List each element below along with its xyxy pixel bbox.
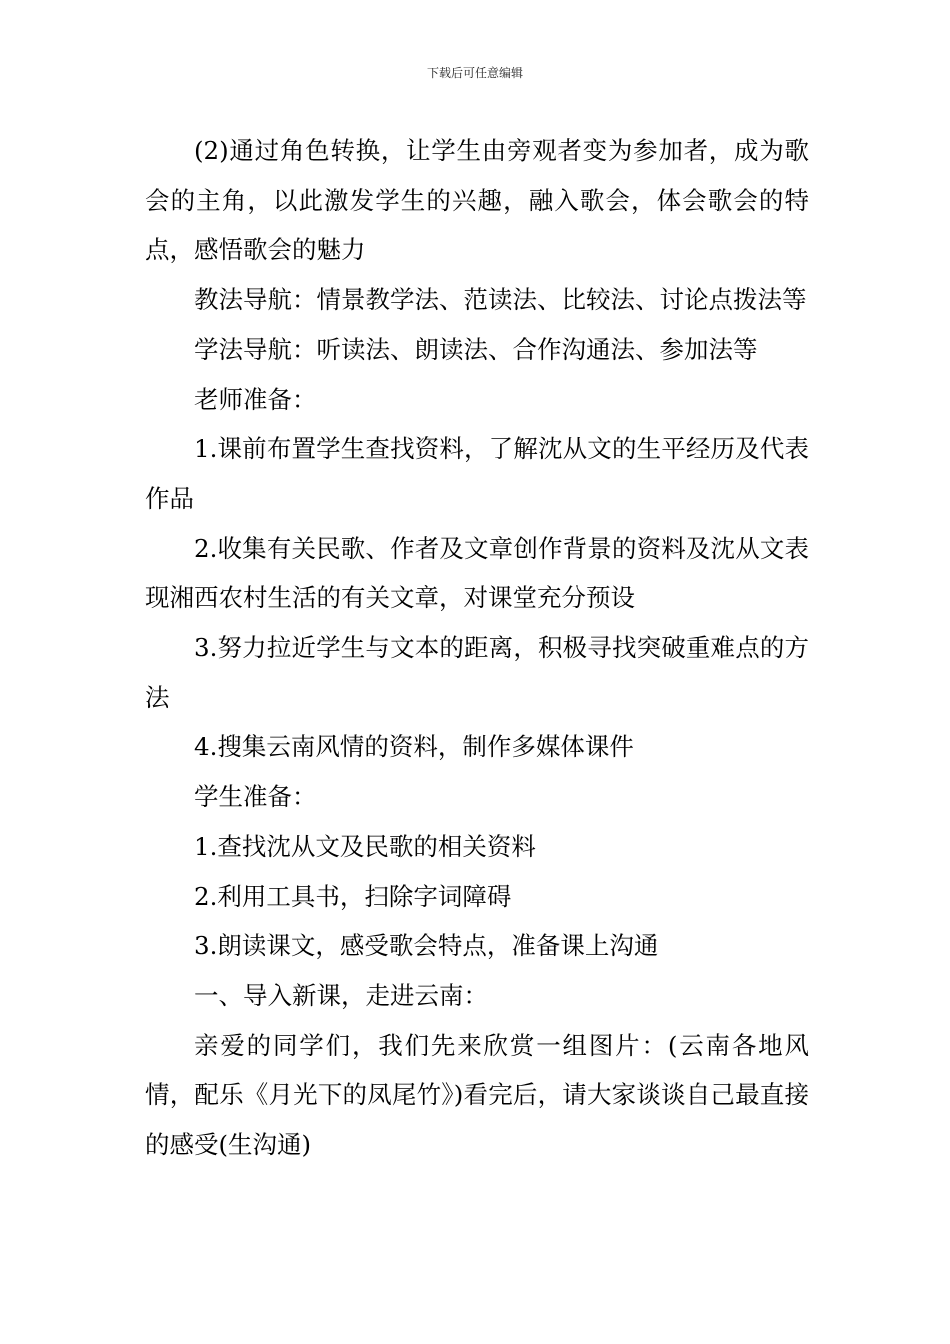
paragraph-teacher-prep-1: 1.课前布置学生查找资料，了解沈从文的生平经历及代表作品: [145, 434, 809, 513]
paragraph-role-switch: (2)通过角色转换，让学生由旁观者变为参加者，成为歌会的主角，以此激发学生的兴趣，融入歌会，体会歌会的特点，感悟歌会的魅力: [145, 136, 809, 265]
paragraph-student-prep-2: 2.利用工具书，扫除字词障碍: [194, 881, 512, 911]
header-note: 下载后可任意编辑: [426, 66, 523, 80]
paragraph-teacher-prep-4: 4.搜集云南风情的资料，制作多媒体课件: [194, 732, 634, 762]
paragraph-student-prep-1: 1.查找沈从文及民歌的相关资料: [194, 831, 536, 861]
paragraph-teaching-methods: 教法导航：情景教学法、范读法、比较法、讨论点拨法等: [194, 285, 807, 315]
paragraph-introduction: 亲爱的同学们，我们先来欣赏一组图片：(云南各地风情，配乐《月光下的凤尾竹》)看完后，请大家谈谈自己最直接的感受(生沟通): [145, 1030, 809, 1160]
paragraph-learning-methods: 学法导航：听读法、朗读法、合作沟通法、参加法等: [194, 334, 758, 364]
paragraph-student-prep-heading: 学生准备：: [194, 782, 317, 812]
paragraph-student-prep-3: 3.朗读课文，感受歌会特点，准备课上沟通: [194, 931, 659, 961]
paragraph-section-one-heading: 一、导入新课，走进云南：: [194, 980, 488, 1010]
paragraph-teacher-prep-heading: 老师准备：: [194, 384, 317, 414]
paragraph-teacher-prep-2: 2.收集有关民歌、作者及文章创作背景的资料及沈从文表现湘西农村生活的有关文章，对课堂充分预设: [145, 533, 809, 613]
paragraph-teacher-prep-3: 3.努力拉近学生与文本的距离，积极寻找突破重难点的方法: [145, 633, 809, 712]
document-body: [145, 126, 809, 1170]
